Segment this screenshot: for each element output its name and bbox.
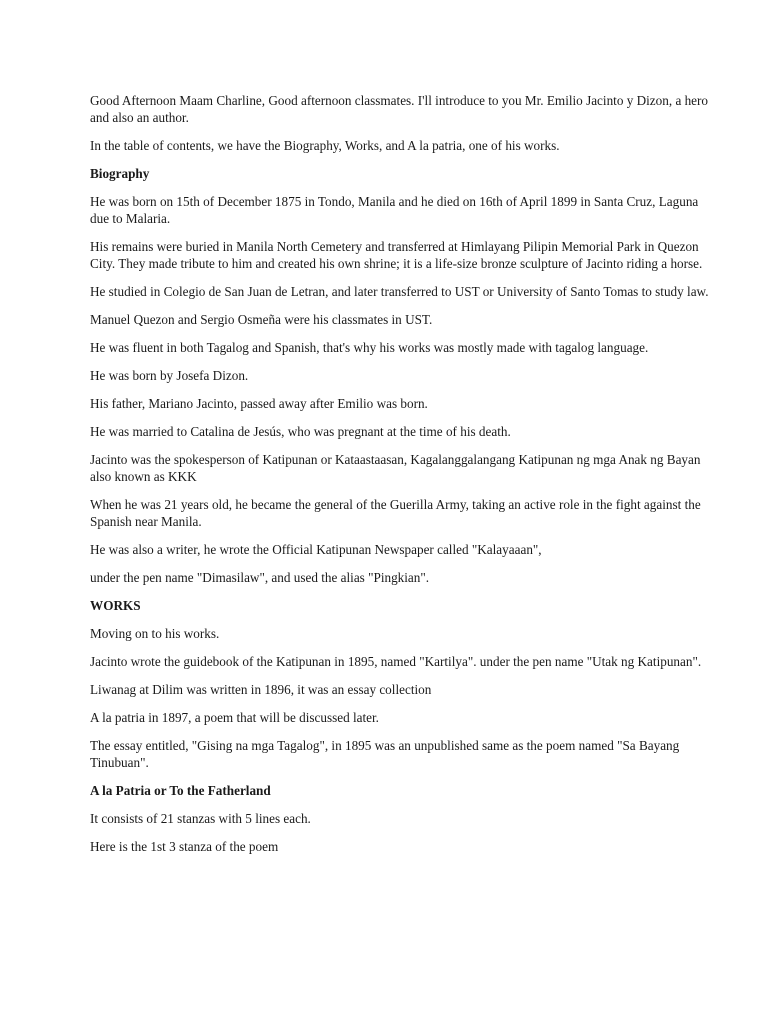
mother-text: He was born by Josefa Dizon. <box>90 368 249 383</box>
heading-a-la-patria: A la Patria or To the Fatherland <box>90 783 271 798</box>
first-stanzas-text: Here is the 1st 3 stanza of the poem <box>90 839 279 854</box>
birth-death-text: He was born on 15th of December 1875 in Tondo, Manila and he died on 16th of April 1899 in Santa Cruz, Laguna due to Malaria. <box>90 194 699 226</box>
a-la-patria-work-text: A la patria in 1897, a poem that will be discussed later. <box>90 710 379 725</box>
heading-works: WORKS <box>90 598 141 613</box>
stanzas-text: It consists of 21 stanzas with 5 lines each. <box>90 811 311 826</box>
document-page <box>90 92 710 866</box>
works-intro-text: Moving on to his works. <box>90 626 220 641</box>
intro-greeting: Good Afternoon Maam Charline, Good afternoon classmates. I'll introduce to you Mr. Emilio Jacinto y Dizon, a hero and also an author. <box>90 93 709 125</box>
remains-text: His remains were buried in Manila North Cemetery and transferred at Himlayang Pilipin Memorial Park in Quezon City. They made tribute to him and created his own shrine; it is a life-size bronze sculpture of Jacinto riding a horse. <box>90 239 703 271</box>
liwanag-text: Liwanag at Dilim was written in 1896, it was an essay collection <box>90 682 432 697</box>
father-text: His father, Mariano Jacinto, passed away after Emilio was born. <box>90 396 428 411</box>
essay-text: The essay entitled, "Gising na mga Tagalog", in 1895 was an unpublished same as the poem named "Sa Bayang Tinubuan". <box>90 738 680 770</box>
pen-name-text: under the pen name "Dimasilaw", and used the alias "Pingkian". <box>90 570 430 585</box>
heading-biography: Biography <box>90 166 150 181</box>
kartilya-text: Jacinto wrote the guidebook of the Katipunan in 1895, named "Kartilya". under the pen name "Utak ng Katipunan". <box>90 654 702 669</box>
classmates-text: Manuel Quezon and Sergio Osmeña were his classmates in UST. <box>90 312 433 327</box>
marriage-text: He was married to Catalina de Jesús, who was pregnant at the time of his death. <box>90 424 511 439</box>
table-of-contents-text: In the table of contents, we have the Biography, Works, and A la patria, one of his works. <box>90 138 560 153</box>
education-text: He studied in Colegio de San Juan de Letran, and later transferred to UST or University of Santo Tomas to study law. <box>90 284 709 299</box>
katipunan-role-text: Jacinto was the spokesperson of Katipunan or Kataastaasan, Kagalanggalangang Katipunan ng mga Anak ng Bayan also known as KKK <box>90 452 701 484</box>
writer-text: He was also a writer, he wrote the Official Katipunan Newspaper called "Kalayaaan", <box>90 542 542 557</box>
languages-text: He was fluent in both Tagalog and Spanish, that's why his works was mostly made with tagalog language. <box>90 340 649 355</box>
general-text: When he was 21 years old, he became the general of the Guerilla Army, taking an active role in the fight against the Spanish near Manila. <box>90 497 701 529</box>
